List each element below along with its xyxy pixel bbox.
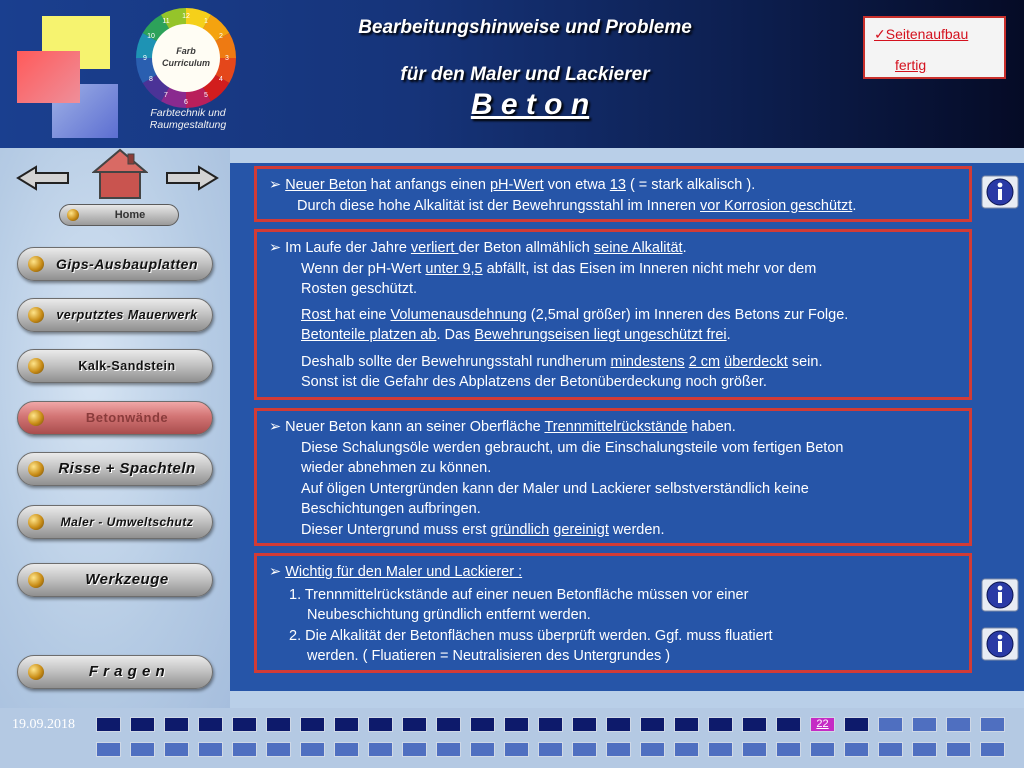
button-ball-icon [28,514,44,530]
text: (2,5mal größer) im Inneren des Betons zur Folge. [526,306,849,323]
page-nav-button[interactable] [742,742,767,757]
nav-button-label: Kalk-Sandstein [78,359,176,373]
term: verliert [410,240,459,256]
footer-date: 19.09.2018 [12,717,75,732]
panel-trennmittel [254,408,972,546]
wheel-number: 5 [204,92,208,99]
text-line [269,305,969,326]
page-nav-button[interactable] [198,717,223,732]
text: hat eine [334,306,391,323]
bullet-icon: ➢ [269,177,286,193]
nav-button-label: verputztes Mauerwerk [56,308,198,322]
page-nav-button[interactable] [300,717,325,732]
text: . Das [436,327,475,343]
heading: Wichtig für den Maler und Lackierer : [285,564,523,580]
info-icon[interactable] [981,627,1019,661]
page-nav-button[interactable] [130,742,155,757]
page-nav-button[interactable] [912,717,937,732]
panel-ph-wert [254,166,972,222]
page-nav-button[interactable] [912,742,937,757]
text-line: Beschichtungen aufbringen. [301,501,481,517]
page-nav-button[interactable] [878,717,903,732]
text-line: 1. Trennmittelrückstände auf einer neuen Betonfläche müssen vor einer [289,586,749,603]
term: unter 9,5 [425,260,483,277]
page-nav-button[interactable] [198,742,223,757]
term: gründlich [490,521,550,538]
nav-button-werkzeuge[interactable] [17,563,213,597]
page-nav-button[interactable] [606,742,631,757]
term: Bewehrungseisen liegt ungeschützt frei [474,327,727,343]
page-nav-button[interactable] [232,742,257,757]
term: überdeckt [724,353,788,370]
page-nav-button[interactable] [368,717,393,732]
term: gereinigt [553,521,609,538]
page-nav-button[interactable] [742,717,767,732]
button-ball-icon [28,572,44,588]
wheel-number: 9 [143,55,147,62]
panel-wichtig [254,553,972,673]
page-nav-button[interactable] [300,742,325,757]
home-button-ball [67,209,79,221]
text-line [269,417,969,438]
page-nav-button[interactable] [810,742,835,757]
wheel-number: 3 [225,55,229,62]
text: abfällt, ist das Eisen im Inneren nicht mehr vor dem [482,260,817,277]
page-nav-button[interactable] [776,742,801,757]
nav-button-mauerwerk[interactable] [17,298,213,332]
logo-caption [138,107,238,131]
text: . [852,197,857,214]
wheel-number: 10 [147,33,155,40]
status-link-fertig[interactable]: fertig [895,57,927,73]
text-line: Neubeschichtung gründlich entfernt werden. [307,607,591,623]
button-ball-icon [28,461,44,477]
wheel-number: 2 [219,33,223,40]
status-link-seitenaufbau[interactable]: ✓Seitenaufbau [874,26,969,42]
text: Deshalb sollte der Bewehrungsstahl rundherum [301,353,611,370]
page-nav-button[interactable] [980,742,1005,757]
term: 2 cm [688,353,721,370]
page-nav-button[interactable] [674,717,699,732]
text: ➢ Neuer Beton kann an seiner Oberfläche [269,419,545,435]
page-nav-button[interactable] [470,717,495,732]
wheel-number: 12 [182,13,190,20]
info-icon[interactable] [981,578,1019,612]
current-page-button[interactable]: 22 [810,717,835,732]
nav-button-gips[interactable] [17,247,213,281]
text-line [269,562,969,583]
page-nav-button[interactable] [96,717,121,732]
page-nav-button[interactable] [946,742,971,757]
page-nav-button[interactable] [266,742,291,757]
nav-button-label: Maler - Umweltschutz [60,515,194,529]
text: ➢ Im Laufe der Jahre [269,240,411,256]
text: der Beton allmählich [458,240,594,256]
page-nav-button[interactable] [504,717,529,732]
term: Rost [301,306,335,323]
term: Trennmittelrückstände [544,419,688,435]
text-line [269,175,969,196]
page-nav-button[interactable] [436,742,461,757]
nav-button-risse-spachteln[interactable] [17,452,213,486]
wheel-number: 1 [204,18,208,25]
text-line: Diese Schalungsöle werden gebraucht, um die Einschalungsteile vom fertigen Beton [301,439,844,456]
page-nav-button[interactable] [402,742,427,757]
text-line: Rosten geschützt. [301,281,418,297]
page-nav-button[interactable] [402,717,427,732]
button-ball-icon [28,307,44,323]
page-nav-button[interactable] [844,717,869,732]
page-nav-button[interactable] [232,717,257,732]
nav-button-label: Gips-Ausbauplatten [55,256,198,272]
page-nav-button[interactable] [164,717,189,732]
nav-button-kalk-sandstein[interactable] [17,349,213,383]
page-nav-button[interactable] [96,742,121,757]
term: seine Alkalität [593,240,683,256]
page-nav-button[interactable] [436,717,461,732]
page-nav-button[interactable] [708,717,733,732]
text-line [269,238,969,259]
logo-caption-line-2: Raumgestaltung [149,119,227,131]
button-ball-icon [28,410,44,426]
header-bar [0,0,1024,148]
nav-button-betonwaende[interactable] [17,401,213,435]
color-wheel-logo [136,8,236,108]
page-nav-button[interactable] [538,742,563,757]
term: Volumenausdehnung [390,306,527,323]
text-line [269,352,969,373]
page-title-line-1: Bearbeitungshinweise und Probleme [358,17,692,38]
text-line: wieder abnehmen zu können. [301,460,492,476]
page-title-line-2: für den Maler und Lackierer [400,64,650,85]
wheel-number: 6 [184,99,188,106]
page-nav-button[interactable] [572,717,597,732]
nav-button-label: Betonwände [85,410,169,425]
page-nav-button[interactable] [504,742,529,757]
wheel-number: 8 [149,76,153,83]
page-nav-button[interactable] [606,717,631,732]
text: . [726,327,731,343]
page-nav-button[interactable] [674,742,699,757]
panel-alkalitaet [254,229,972,400]
text-line: Sonst ist die Gefahr des Abplatzens der Betonüberdeckung noch größer. [301,374,767,390]
page-nav-button[interactable] [640,742,665,757]
page-nav-button[interactable] [776,717,801,732]
button-ball-icon [28,256,44,272]
wheel-number: 7 [164,92,168,99]
term: mindestens [610,353,685,370]
subject-title: B e t o n [470,88,590,121]
page-nav-button[interactable] [538,717,563,732]
text: Dieser Untergrund muss erst [301,521,491,538]
status-box [863,16,1006,79]
info-icon[interactable] [981,175,1019,209]
term: Neuer Beton [285,177,367,193]
term: pH-Wert [489,177,544,193]
text: von etwa [543,177,610,193]
deco-square-red [17,51,80,103]
nav-button-label: F r a g e n [88,663,166,680]
bullet-icon: ➢ [269,564,286,580]
text-line [269,196,969,217]
nav-button-umweltschutz[interactable] [17,505,213,539]
home-button[interactable] [59,204,179,226]
text-line: werden. ( Fluatieren = Neutralisieren des Untergrundes ) [307,648,671,664]
page-nav-button[interactable] [130,717,155,732]
footer-bar [0,708,1024,768]
page-nav-button[interactable] [980,717,1005,732]
text-line: 2. Die Alkalität der Betonflächen muss überprüft werden. Ggf. muss fluatiert [289,627,773,644]
page-nav-button[interactable] [334,742,359,757]
page-nav-button[interactable] [878,742,903,757]
page-nav-button[interactable] [470,742,495,757]
button-ball-icon [28,664,44,680]
text: . [682,240,687,256]
nav-button-fragen[interactable] [17,655,213,689]
forward-arrow-icon[interactable] [165,165,219,191]
text-line: Auf öligen Untergründen kann der Maler und Lackierer selbstverständlich keine [301,480,809,497]
term: 13 [609,177,626,193]
term: Betonteile platzen ab [301,327,437,343]
page-nav-button[interactable] [708,742,733,757]
wheel-number: 11 [162,18,170,25]
page-nav-button[interactable] [640,717,665,732]
text: hat anfangs einen [366,177,490,193]
back-arrow-icon[interactable] [16,165,70,191]
page-nav-button[interactable] [844,742,869,757]
term: vor Korrosion geschützt [700,197,853,214]
logo-line-2: Curriculum [161,58,211,68]
text-line [269,325,969,346]
text: haben. [687,419,736,435]
nav-button-label: Risse + Spachteln [58,460,196,477]
page-nav-button[interactable] [164,742,189,757]
nav-button-label: Werkzeuge [85,571,169,588]
text: werden. [608,521,665,538]
text-line [269,259,969,280]
logo-line-1: Farb [176,46,196,56]
page-nav-button[interactable] [946,717,971,732]
home-button-label: Home [114,209,146,221]
page-nav-button[interactable] [572,742,597,757]
page-nav-button[interactable] [368,742,393,757]
page-nav-button[interactable] [266,717,291,732]
text: Wenn der pH-Wert [301,260,426,277]
text: sein. [787,353,823,370]
text: Durch diese hohe Alkalität ist der Bewehrungsstahl im Inneren [297,197,700,214]
page-nav-button[interactable] [334,717,359,732]
wheel-number: 4 [219,76,223,83]
button-ball-icon [28,358,44,374]
home-icon[interactable] [92,148,148,200]
text-line [269,520,969,541]
logo-caption-line-1: Farbtechnik und [150,107,226,119]
text: ( = stark alkalisch ). [625,177,756,193]
